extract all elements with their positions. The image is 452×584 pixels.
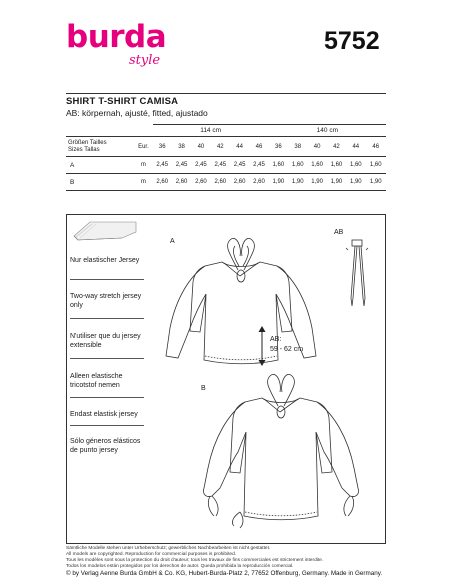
shirt-a-illustration [160,236,340,368]
fabric-swatch-icon [70,218,140,242]
amount-cell: 1,60 [307,157,326,174]
unit-cell: m [134,157,152,174]
amount-cell: 2,45 [211,157,230,174]
fit-description: AB: körpernah, ajusté, fitted, ajustado [66,108,208,118]
amount-cell: 1,90 [307,174,326,191]
amount-cell: 2,60 [191,174,210,191]
shirt-b-illustration [200,372,380,532]
divider [70,318,144,319]
amount-cell: 2,45 [191,157,210,174]
fabric-note-sv: Endast elastisk jersey [70,411,138,418]
amount-cell: 2,45 [230,157,249,174]
row-label-b: B [66,174,134,191]
amount-cell: 1,60 [269,157,288,174]
amount-cell: 2,60 [230,174,249,191]
amount-cell: 2,60 [249,174,268,191]
divider [70,397,144,398]
fabric-note-es: Sólo géneros elásticos de punto jersey [70,438,141,454]
divider [70,358,144,359]
size-cell: 40 [307,137,326,157]
brand-subtitle: style [129,53,161,68]
yardage-table [66,124,386,192]
size-cell: 46 [365,137,386,157]
length-label: AB: [270,336,282,343]
amount-cell: 1,60 [346,157,365,174]
row-label-a: A [66,157,134,174]
amount-cell: 1,90 [327,174,346,191]
view-b-label: B [201,385,206,392]
fabric-note-fr: N'utiliser que du jersey extensible [70,333,141,349]
length-value: 59 - 62 cm [270,346,304,353]
table-row [66,174,386,191]
width-114-header: 114 cm [153,125,269,137]
fine-print-fr: Tous les modèles sont sous la protection du droit d'auteur; tous les travaux de fins commerciales est strictement interdite. [66,558,324,563]
amount-cell: 1,60 [288,157,307,174]
size-system: Eur. [134,137,152,157]
fine-print-de: Sämtliche Modelle stehen unter Urheberschutz; gewerbliches Nachbearbeiten ist nicht gestattet. [66,546,271,551]
size-cell: 42 [211,137,230,157]
amount-cell: 1,90 [346,174,365,191]
size-cell: 38 [288,137,307,157]
header-divider [66,93,386,94]
table-row [66,157,386,174]
fabric-note-en: Two-way stretch jersey only [70,293,142,309]
size-cell: 46 [249,137,268,157]
amount-cell: 2,45 [249,157,268,174]
tie-detail-illustration [344,238,370,308]
amount-cell: 2,60 [153,174,172,191]
amount-cell: 2,60 [172,174,191,191]
divider [70,279,144,280]
amount-cell: 1,90 [365,174,386,191]
amount-cell: 1,60 [365,157,386,174]
amount-cell: 1,90 [269,174,288,191]
sizes-row [66,137,386,157]
amount-cell: 1,60 [327,157,346,174]
page-title: SHIRT T-SHIRT CAMISA [66,96,179,107]
amount-cell: 1,90 [288,174,307,191]
amount-cell: 2,45 [153,157,172,174]
fine-print-es: Todos los modelos están protegidos por los derechos de autor. Queda prohibida la reproducción comercial. [66,564,294,569]
size-cell: 44 [230,137,249,157]
view-ab-label: AB [334,229,344,236]
size-cell: 44 [346,137,365,157]
divider [70,425,144,426]
brand-logo: burda [66,19,167,55]
width-140-header: 140 cm [269,125,386,137]
pattern-number: 5752 [324,27,380,55]
unit-cell: m [134,174,152,191]
view-a-label: A [170,238,175,245]
amount-cell: 2,45 [172,157,191,174]
size-cell: 40 [191,137,210,157]
width-header-row [66,125,386,137]
size-cell: 36 [153,137,172,157]
size-cell: 38 [172,137,191,157]
copyright-notice: © by Verlag Aenne Burda GmbH & Co. KG, Hubert-Burda-Platz 2, 77652 Offenburg, Germany. Made in Germany. [66,570,383,577]
fine-print-en: All models are copyrighted. Reproduction for commercial purposes is prohibited. [66,552,237,557]
fabric-note-de: Nur elastischer Jersey [70,257,140,264]
sizes-label: Größen Tailles Sizes Tallas [66,137,134,157]
size-cell: 42 [327,137,346,157]
fabric-note-nl: Alleen elastische tricotstof nemen [70,373,123,389]
amount-cell: 2,60 [211,174,230,191]
size-cell: 36 [269,137,288,157]
